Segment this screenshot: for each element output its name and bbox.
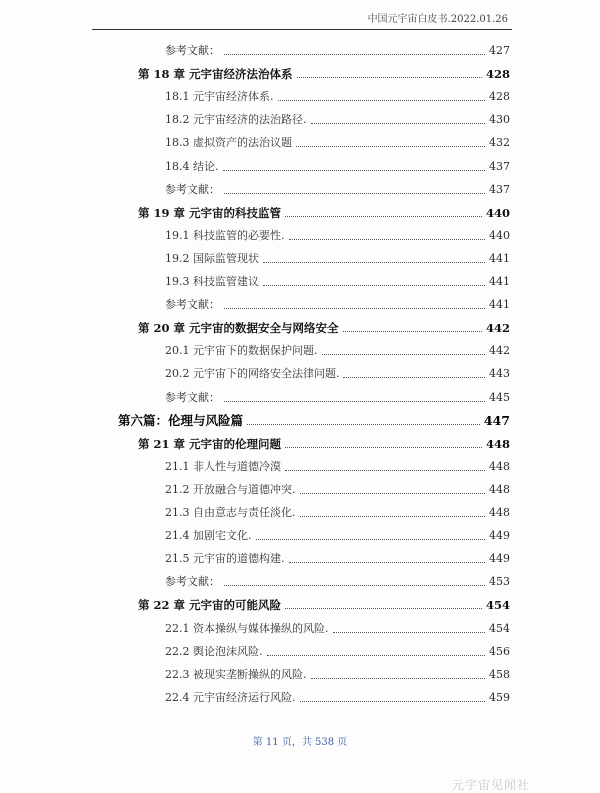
dot-leader (263, 262, 485, 263)
toc-entry-page: 454 (485, 598, 510, 613)
toc-entry-title: 第 18 章 元宇宙经济法治体系 (138, 67, 293, 82)
toc-entry-page: 437 (489, 159, 510, 173)
toc-entry-page: 449 (489, 552, 510, 566)
dot-leader (297, 77, 482, 78)
toc-entry-page: 428 (489, 90, 510, 104)
toc-entry-chapter (138, 61, 510, 81)
toc-entry-title: 参考文献： (165, 44, 220, 57)
toc-entry-title: 19.2 国际监管现状 (165, 251, 259, 265)
dot-leader (333, 632, 486, 633)
toc-entry-title: 参考文献： (165, 390, 220, 404)
toc-entry-page: 440 (485, 205, 510, 220)
dot-leader (224, 193, 485, 194)
toc-entry-section (165, 616, 510, 636)
dot-leader (224, 308, 485, 309)
toc-entry-title: 21.2 开放融合与道德冲突. (165, 482, 296, 496)
dot-leader (224, 401, 485, 402)
toc-entry-ref (165, 177, 510, 197)
toc-entry-title: 第 21 章 元宇宙的伦理问题 (138, 436, 282, 451)
toc-entry-section (165, 662, 510, 682)
toc-entry-ref (165, 292, 510, 312)
toc-entry-page: 440 (489, 228, 510, 242)
dot-leader (311, 678, 486, 679)
toc-entry-chapter (138, 431, 510, 451)
toc-entry-page: 428 (485, 67, 510, 82)
toc-entry-page: 445 (489, 390, 510, 404)
dot-leader (224, 54, 485, 55)
toc-entry-page: 448 (485, 436, 510, 451)
toc-entry-title: 参考文献： (165, 298, 220, 312)
dot-leader (300, 516, 486, 517)
dot-leader (263, 285, 485, 286)
toc-entry-ref (165, 385, 510, 405)
toc-entry-page: 442 (489, 344, 510, 358)
dot-leader (343, 377, 485, 378)
toc-entry-section (165, 154, 510, 174)
toc-entry-page: 454 (489, 621, 510, 635)
toc-entry-title: 第 20 章 元宇宙的数据安全与网络安全 (138, 321, 339, 336)
dot-leader (289, 562, 486, 563)
toc-entry-title: 第 22 章 元宇宙的可能风险 (138, 598, 282, 613)
toc-entry-section (165, 130, 510, 150)
toc-entry-title: 22.3 被现实垄断操纵的风险. (165, 667, 307, 681)
toc-entry-section (165, 639, 510, 659)
toc-entry-section (165, 546, 510, 566)
dot-leader (300, 701, 486, 702)
dot-leader (296, 146, 485, 147)
toc-entry-title: 参考文献： (165, 182, 220, 196)
toc-entry-page: 432 (489, 136, 510, 150)
dot-leader (289, 239, 486, 240)
toc-entry-section (165, 223, 510, 243)
dot-leader (343, 331, 482, 332)
toc-entry-title: 21.3 自由意志与责任淡化. (165, 506, 296, 519)
toc-entry-section (165, 338, 510, 358)
toc-entry-section (165, 361, 510, 381)
toc-entry-title: 21.5 元宇宙的道德构建. (165, 552, 285, 566)
toc-entry-title: 22.1 资本操纵与媒体操纵的风险. (165, 621, 329, 635)
toc-entry-section (165, 454, 510, 474)
toc-entry-page: 453 (489, 575, 510, 589)
page-footer: 第 11 页，共 538 页 (252, 737, 348, 748)
toc-entry-page: 430 (489, 113, 510, 127)
toc-entry-title: 20.1 元宇宙下的数据保护问题. (165, 344, 318, 358)
toc-entry-page: 459 (489, 690, 510, 704)
dot-leader (285, 447, 482, 448)
toc-entry-title: 18.1 元宇宙经济体系. (165, 90, 274, 104)
dot-leader (224, 585, 485, 586)
toc-entry-page: 427 (489, 44, 510, 57)
toc-entry-section (165, 500, 510, 520)
toc-entry-title: 19.3 科技监管建议 (165, 275, 259, 288)
dot-leader (311, 123, 486, 124)
toc-entry-title: 参考文献： (165, 575, 220, 589)
toc-entry-page: 442 (485, 321, 510, 336)
toc-entry-page: 448 (489, 459, 510, 473)
dot-leader (278, 100, 486, 101)
dot-leader (267, 655, 486, 656)
toc-entry-page: 449 (489, 529, 510, 543)
dot-leader (322, 354, 486, 355)
toc-entry-chapter (138, 592, 510, 612)
toc-entry-title: 21.4 加剧宅文化. (165, 529, 252, 543)
watermark: 元宇宙见闻社 (452, 778, 531, 792)
dot-leader (285, 470, 485, 471)
dot-leader (300, 493, 486, 494)
toc-entry-section (165, 269, 510, 289)
toc-entry-part (118, 408, 510, 428)
dot-leader (256, 539, 486, 540)
toc-entry-title: 21.1 非人性与道德冷漠 (165, 459, 281, 473)
toc-entry-page: 441 (489, 298, 510, 312)
toc-entry-title: 22.2 舆论泡沫风险. (165, 644, 263, 658)
page-header: 中国元宇宙白皮书.2022.01.26 (367, 14, 508, 25)
dot-leader (285, 216, 482, 217)
toc-entry-page: 437 (489, 182, 510, 196)
toc-entry-section (165, 84, 510, 104)
toc-entry-title: 19.1 科技监管的必要性. (165, 228, 285, 242)
toc-entry-ref (165, 38, 510, 58)
toc-entry-page: 456 (489, 644, 510, 658)
toc-entry-title: 第 19 章 元宇宙的科技监管 (138, 205, 282, 220)
dot-leader (285, 608, 482, 609)
toc-entry-page: 441 (489, 251, 510, 265)
toc-entry-title: 第六篇：伦理与风险篇 (118, 412, 244, 428)
dot-leader (247, 424, 480, 425)
toc-entry-title: 18.3 虚拟资产的法治议题 (165, 136, 292, 150)
toc-entry-page: 448 (489, 482, 510, 496)
toc-entry-chapter (138, 315, 510, 335)
dot-leader (223, 170, 486, 171)
toc-entry-ref (165, 569, 510, 589)
toc-entry-chapter (138, 200, 510, 220)
header-divider (92, 29, 512, 30)
toc-entry-section (165, 477, 510, 497)
toc-entry-page: 448 (489, 506, 510, 519)
toc-entry-page: 458 (489, 667, 510, 681)
toc-entry-section (165, 107, 510, 127)
toc-entry-title: 22.4 元宇宙经济运行风险. (165, 690, 296, 704)
toc-entry-title: 20.2 元宇宙下的网络安全法律问题. (165, 367, 340, 381)
toc-entry-page: 441 (489, 275, 510, 288)
toc-entry-title: 18.4 结论. (165, 159, 219, 173)
toc-entry-title: 18.2 元宇宙经济的法治路径. (165, 113, 307, 127)
toc-entry-section (165, 685, 510, 705)
toc-entry-page: 443 (489, 367, 510, 381)
toc-entry-section (165, 246, 510, 266)
toc-entry-section (165, 523, 510, 543)
toc-entry-page: 447 (483, 412, 510, 428)
